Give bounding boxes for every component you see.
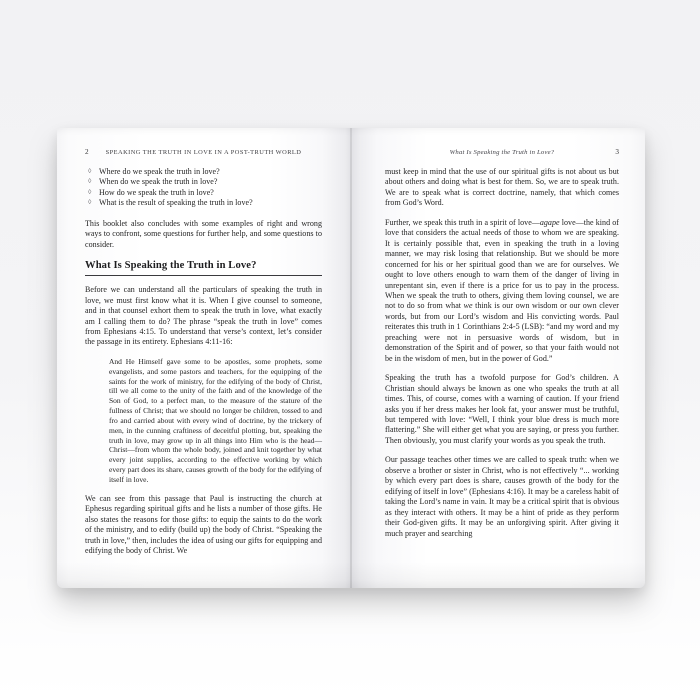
right-page-content bbox=[351, 128, 645, 588]
right-running-head bbox=[385, 148, 619, 156]
list-item bbox=[85, 198, 322, 208]
paragraph-before-quote: Before we can understand all the particulars of speaking the truth in love, we must first know what it is. When I give counsel to someone, and in that counsel exhort them to speak the truth in love, what exactly am I calling them to do? The phrase “speak the truth in love” comes from Ephesians 4:15. To understand that verse’s context, let’s consider the passage in its entirety. Ephesians 4:11-16: bbox=[85, 285, 322, 347]
diamond-bullet-icon: ◊ bbox=[88, 199, 92, 207]
section-heading: What Is Speaking the Truth in Love? bbox=[85, 260, 322, 276]
right-page-number: 3 bbox=[615, 148, 619, 156]
paragraph-after-quote: We can see from this passage that Paul is instructing the church at Ephesus regarding spiritual gifts and he lists a number of those gifts. He also states the reasons for those gifts: to equip the saints to do the work of the ministry, and to edify (build up) the body of Christ. “Speaking the truth in love,” then, includes the idea of using our gifts for equipping and edifying the body of Christ. We bbox=[85, 493, 322, 556]
question-text: Where do we speak the truth in love? bbox=[99, 167, 220, 176]
left-page-content bbox=[57, 128, 351, 588]
right-page bbox=[351, 128, 645, 588]
right-running-head-title: What Is Speaking the Truth in Love? bbox=[449, 149, 555, 156]
diamond-bullet-icon: ◊ bbox=[88, 168, 92, 175]
left-running-head bbox=[85, 148, 322, 156]
our-passage-paragraph: Our passage teaches other times we are called to speak truth: when we observe a brother or sister in Christ, who is not effectively “... working by which every part does is share, causes growth of the body for the edifying of itself in love” (Ephesians 4:16). It may be a careless habit of taking the Lord’s name in vain. It may be a critical spirit that is obvious as they interact with others. It may be a hint of pride as they perform their God-given gifts. It may be an unforgiving spirit. After giving it much prayer and searching bbox=[385, 455, 619, 538]
left-page bbox=[57, 128, 351, 588]
continued-paragraph: must keep in mind that the use of our spiritual gifts is not about us but about others and doing what is best for them. So, we are to speak truth. We are to speak what is correct doctrine, namely, that which comes from God’s Word. bbox=[385, 167, 619, 208]
list-item bbox=[85, 167, 322, 177]
list-item bbox=[85, 188, 322, 198]
agape-love-paragraph: Further, we speak this truth in a spirit of love—agape love—the kind of love that considers the actual needs of those to whom we are speaking. It is certainly possible that, even in speaking the truth in a loving manner, we may risk losing that relationship. But we should be more concerned for his or her spiritual good than we are for ourselves. We ought to love others enough to warn them of the danger of living in unrepentant sin, even if there is a price for us to pay in the process. When we speak the truth to others, giving them loving counsel, we are not to do so from what we think is our own wisdom or our own clever words, but from our Lord’s wisdom and His convicting words. Paul reiterates this truth in 1 Corinthians 2:4-5 (LSB): “and my word and my preaching were not in persuasive words of wisdom, but in demonstration of the Spirit and of power, so that your faith would not be in the wisdom of men, but in the power of God.” bbox=[385, 217, 619, 363]
question-text: When do we speak the truth in love? bbox=[99, 177, 218, 187]
left-running-head-title: SPEAKING THE TRUTH IN LOVE IN A POST-TRUTH WORLD bbox=[105, 149, 302, 156]
book-spine-crease bbox=[350, 128, 352, 588]
question-list bbox=[85, 167, 322, 209]
open-book-spread bbox=[57, 128, 645, 588]
list-item bbox=[85, 177, 322, 187]
diamond-bullet-icon: ◊ bbox=[88, 178, 92, 186]
question-text: What is the result of speaking the truth in love? bbox=[99, 198, 253, 208]
diamond-bullet-icon: ◊ bbox=[88, 188, 92, 196]
twofold-purpose-paragraph: Speaking the truth has a twofold purpose for God’s children. A Christian should always be known as one who speaks the truth at all times. This, of course, comes with a warning of caution. If your friend asks you if her dress makes her look fat, your answer must be truthful, but tempered with love: “Well, I think your blue dress is much more flattering.” She will either get what you are saying, or press you further. Then obviously, you must clarify your words as you speak the truth. bbox=[385, 373, 619, 445]
question-text: How do we speak the truth in love? bbox=[99, 187, 214, 197]
intro-paragraph: This booklet also concludes with some examples of right and wrong ways to confront, some questions for further help, and some questions to consider. bbox=[85, 218, 322, 249]
left-page-number: 2 bbox=[85, 148, 89, 156]
scripture-block-quote: And He Himself gave some to be apostles, some prophets, some evangelists, and some pastors and teachers, for the equipping of the saints for the work of ministry, for the edifying of the body of Christ, till we all come to the unity of the faith and of the knowledge of the Son of God, to a perfect man, to the measure of the stature of the fullness of Christ; that we should no longer be children, tossed to and fro and carried about with every wind of doctrine, by the trickery of men, in the cunning craftiness of deceitful plotting, but, speaking the truth in love, may grow up in all things into Him who is the head—Christ—from whom the whole body, joined and knit together by what every joint supplies, according to the effective working by which every part does its share, causes growth of the body for the edifying of itself in love. bbox=[109, 356, 322, 485]
